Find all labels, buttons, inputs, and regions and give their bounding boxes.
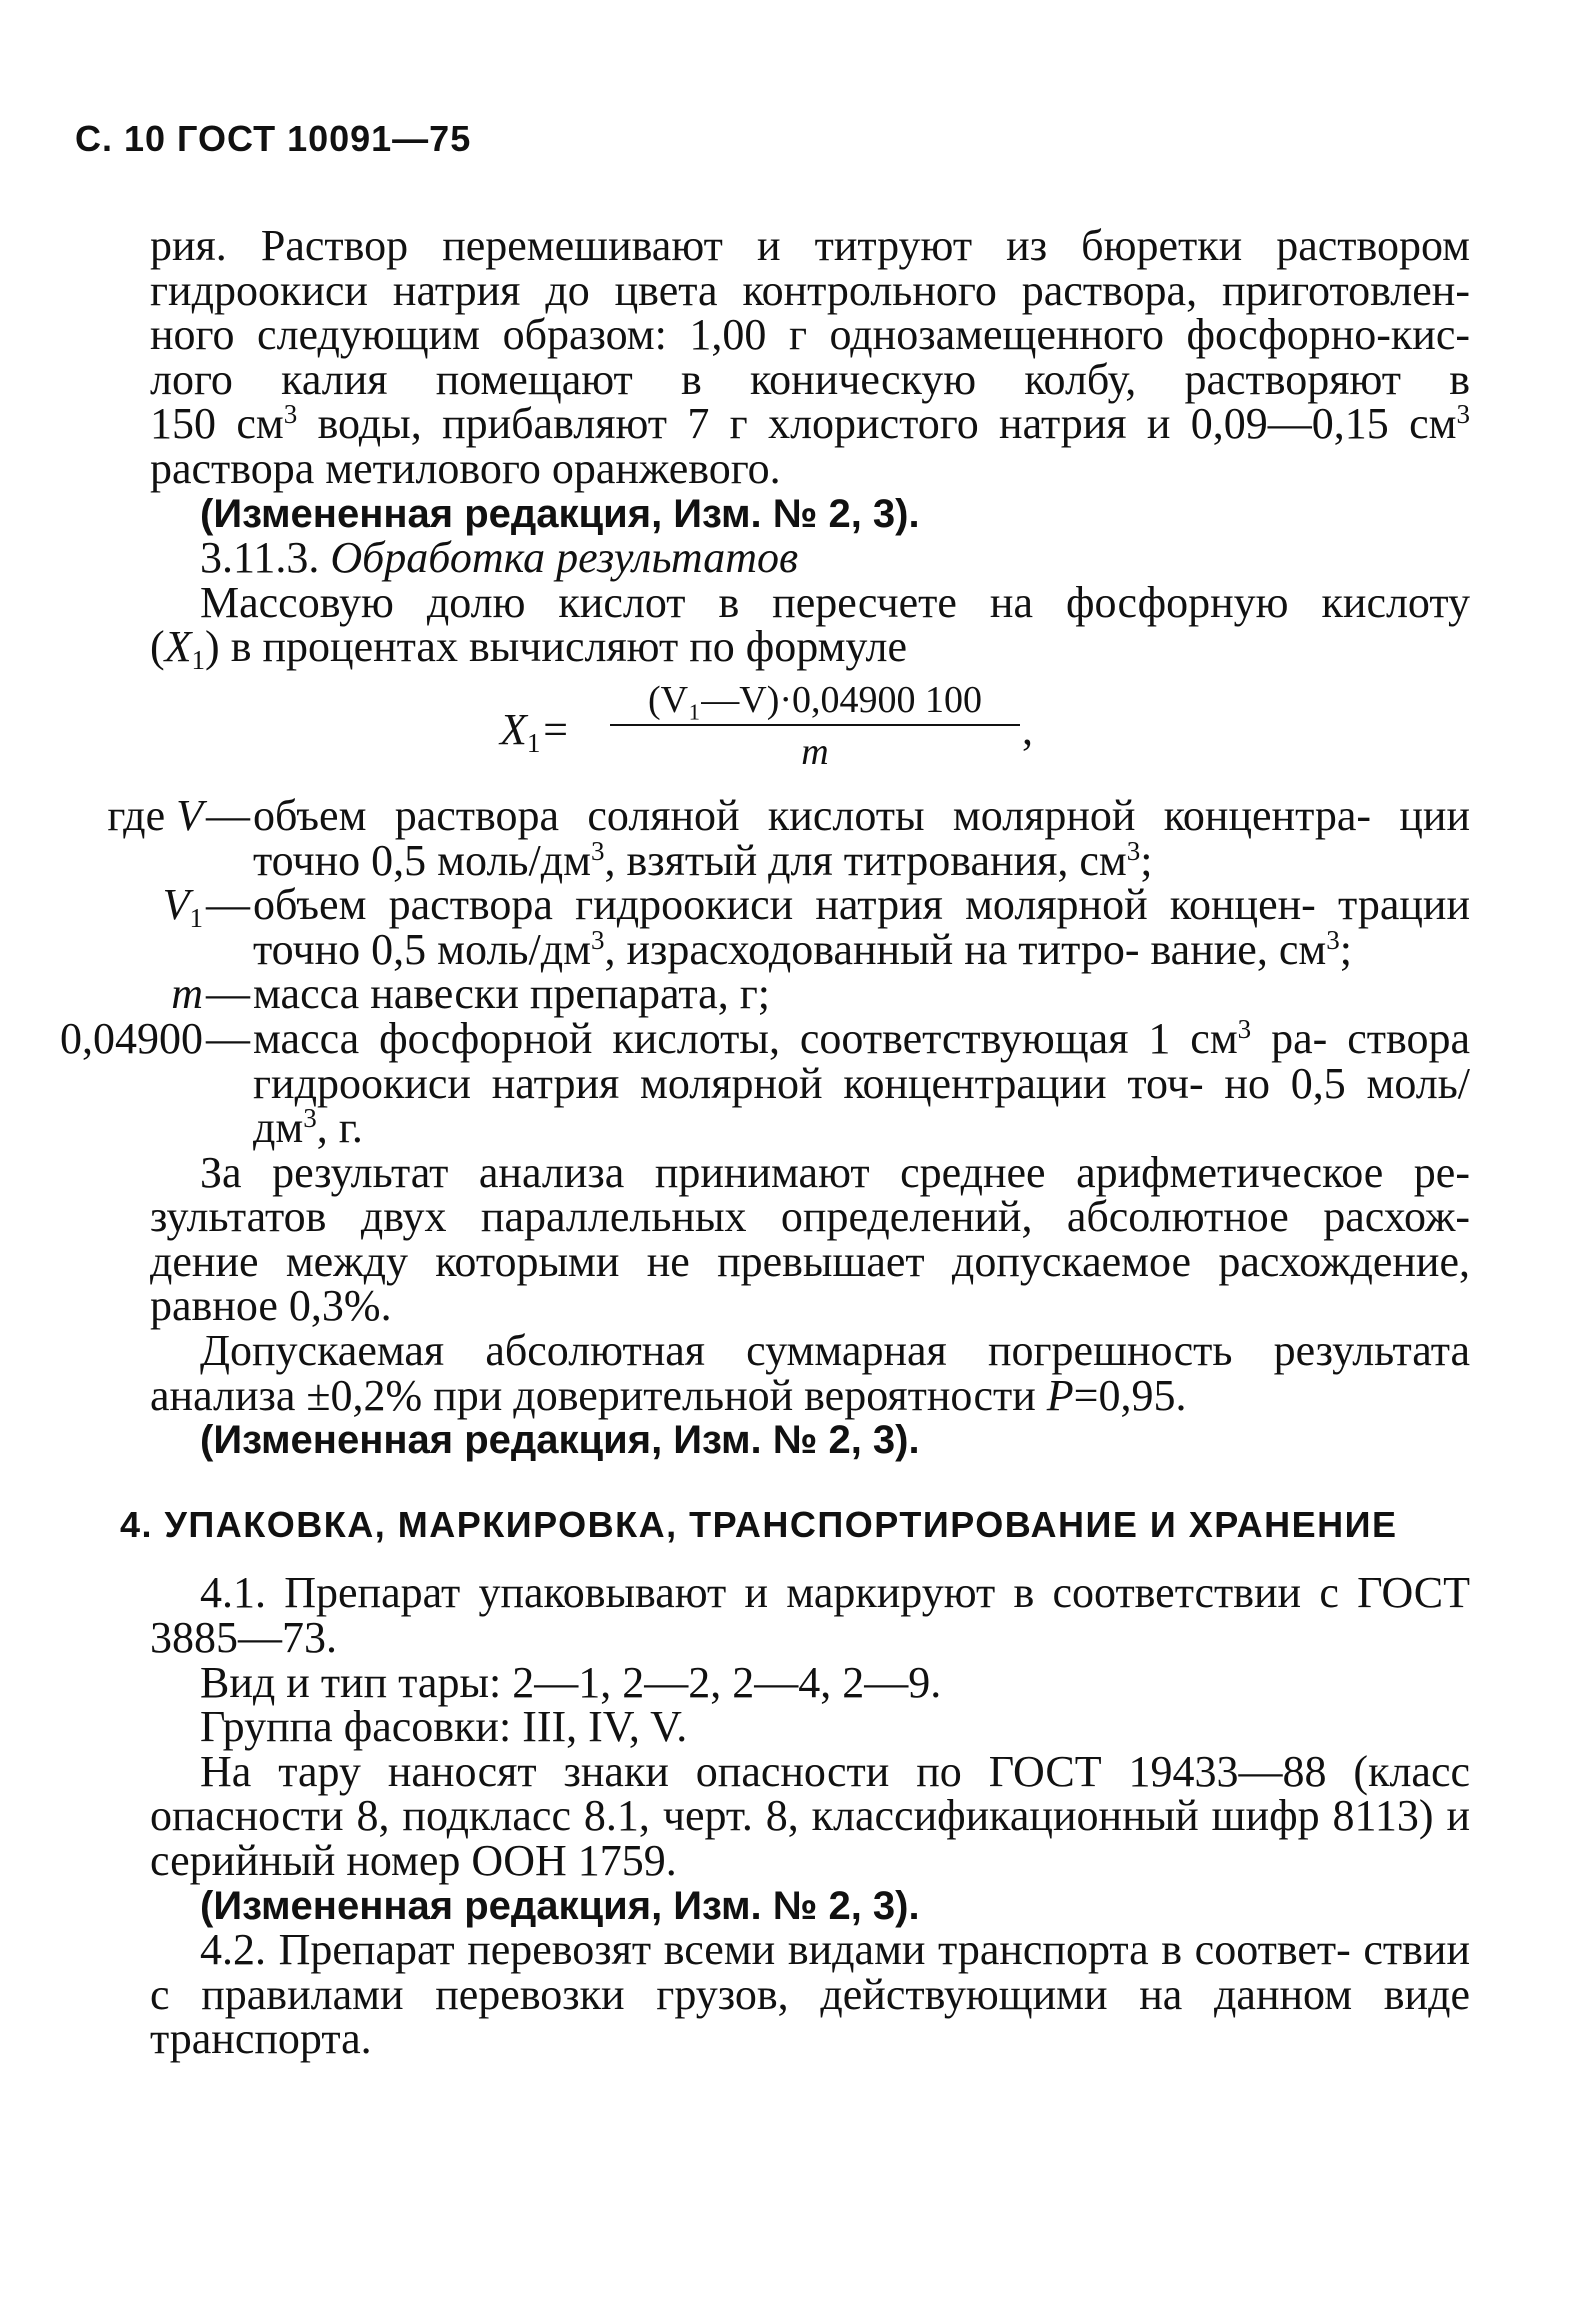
variable-definitions [0, 790, 1470, 1153]
formula-comma: , [1022, 704, 1033, 754]
packing-group-paragraph: Группа фасовки: III, IV, V. [200, 1702, 688, 1752]
formula-x1 [150, 678, 1470, 790]
formula-lhs: $X_1=$ [500, 704, 571, 758]
mass-fraction-intro: $(X_1)$ в процентах вычисляют по формуле [150, 622, 907, 676]
subsection-heading-3-11-3: 3.11.3. Обработка результатов [200, 533, 799, 583]
para-continuation-line: ного следующим образом: 1,00 г однозамещенного фосфорно-кис- [150, 310, 1470, 360]
page-header: С. 10 ГОСТ 10091—75 [75, 118, 472, 159]
paragraph-4-2: 4.2. Препарат перевозят всеми видами транспорта в соответ- ствии с правилами перевозки грузов, действующими на данном виде транспорта. [150, 1925, 1470, 2064]
paragraph-4-1: 4.1. Препарат упаковывают и маркируют в соответствии с ГОСТ 3885—73. [150, 1568, 1470, 1663]
body-text [60, 221, 1470, 2064]
para-continuation-line: гидроокиси натрия до цвета контрольного раствора, приготовлен- [150, 265, 1470, 315]
definition-constant: 0,04900 — масса фосфорной кислоты, соответствующая 1 $см^3$ ра- створа гидроокиси натрия молярной концентрации точ- но 0,5 моль/$дм^3$, г. [60, 1013, 1470, 1153]
para-continuation-line: раствора метилового оранжевого. [150, 443, 781, 493]
para-continuation-line: лого калия помещают в коническую колбу, растворяют в [150, 354, 1470, 404]
definition-v: где V — объем раствора соляной кислоты молярной концентра- ции точно 0,5 моль/$дм^3$, взятый для титрования, $см^3$; [107, 790, 1470, 885]
section-4-heading: 4. УПАКОВКА, МАРКИРОВКА, ТРАНСПОРТИРОВАНИЕ И ХРАНЕНИЕ [120, 1503, 1398, 1545]
para-continuation-line: рия. Раствор перемешивают и титруют из бюретки раствором [150, 221, 1470, 270]
amendment-note: (Измененная редакция, Изм. № 2, 3). [200, 1418, 920, 1463]
formula-numerator: (V₁—V)·0,04900 100 [647, 678, 983, 721]
result-paragraph: За результат анализа принимают среднее арифметическое ре- зультатов двух параллельных определений, абсолютное расхож- дение между которыми не превышает допускаемое расхождение, равное 0,3%. [150, 1147, 1470, 1331]
danger-marking-paragraph: На тару наносят знаки опасности по ГОСТ 19433—88 (класс опасности 8, подкласс 8.1, черт. 8, классификационный шифр 8113) и серийный номер ООН 1759. [150, 1746, 1470, 1885]
mass-fraction-intro: Массовую долю кислот в пересчете на фосфорную кислоту [200, 577, 1470, 627]
amendment-note: (Измененная редакция, Изм. № 2, 3). [200, 491, 920, 536]
fraction-bar [610, 724, 1020, 726]
definition-m: m — масса навески препарата, г; [171, 969, 770, 1019]
formula-denominator: m [801, 730, 829, 773]
para-continuation-line: 150 $см^3$ воды, прибавляют 7 г хлористого натрия и 0,09—0,15 $см^3$ [150, 399, 1470, 449]
definition-v1: $V_1$ — объем раствора гидроокиси натрия молярной концен- трации точно 0,5 моль/$дм^3$, израсходованный на титро- вание, $см^3$; [162, 880, 1470, 974]
amendment-note: (Измененная редакция, Изм. № 2, 3). [200, 1883, 920, 1928]
error-paragraph: Допускаемая абсолютная суммарная погрешность результата анализа ±0,2% при доверительной вероятности P=0,95. [150, 1326, 1470, 1420]
container-type-paragraph: Вид и тип тары: 2—1, 2—2, 2—4, 2—9. [200, 1657, 942, 1707]
